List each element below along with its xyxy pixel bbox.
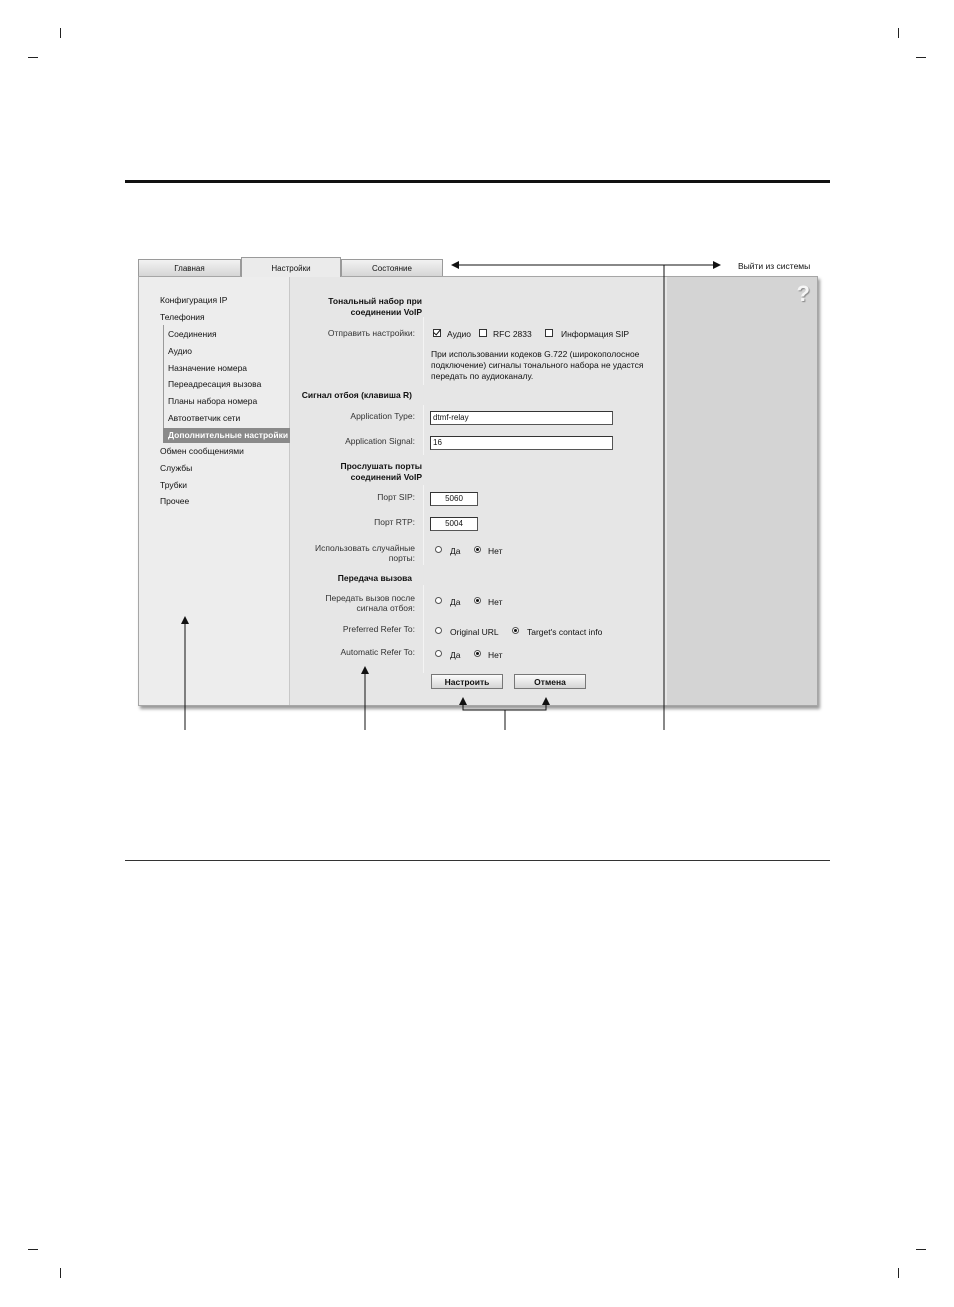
- crop-mark: [28, 57, 38, 58]
- crop-mark: [60, 28, 61, 38]
- column-separator: [423, 585, 424, 673]
- automatic-refer-yes-label: Да: [450, 650, 461, 660]
- settings-form: [290, 277, 667, 705]
- transfer-after-hook-no-radio[interactable]: [474, 597, 481, 604]
- page-top-rule: [125, 180, 830, 183]
- sidebar-item-handsets[interactable]: Трубки: [160, 480, 188, 490]
- sidebar-item-advanced-settings[interactable]: [163, 428, 295, 443]
- crop-mark: [28, 1249, 38, 1250]
- preferred-refer-target-contact-radio[interactable]: [512, 627, 519, 634]
- application-type-input[interactable]: dtmf-relay: [430, 411, 613, 425]
- rtp-port-input[interactable]: 5004: [430, 517, 478, 531]
- transfer-after-hook-yes-radio[interactable]: [435, 597, 442, 604]
- apply-button[interactable]: Настроить: [431, 674, 503, 689]
- transfer-after-hook-label: Передать вызов после сигнала отбоя:: [325, 593, 415, 613]
- sip-port-label: Порт SIP:: [377, 492, 415, 502]
- sidebar-item-number-assignment[interactable]: Назначение номера: [168, 363, 248, 373]
- sidebar-item-connections[interactable]: Соединения: [168, 329, 217, 339]
- tab-status[interactable]: Состояние: [341, 259, 443, 276]
- cancel-button[interactable]: Отмена: [514, 674, 586, 689]
- crop-mark: [60, 1268, 61, 1278]
- sidebar-item-network-mailbox[interactable]: Автоответчик сети: [168, 413, 241, 423]
- crop-mark: [898, 28, 899, 38]
- application-type-label: Application Type:: [350, 411, 415, 421]
- rfc2833-option-label: RFC 2833: [493, 329, 532, 339]
- logout-link[interactable]: Выйти из системы: [738, 261, 811, 271]
- sidebar: [139, 277, 290, 705]
- sidebar-item-services[interactable]: Службы: [160, 463, 193, 473]
- transfer-after-hook-no-label: Нет: [488, 597, 503, 607]
- crop-mark: [898, 1268, 899, 1278]
- automatic-refer-no-label: Нет: [488, 650, 503, 660]
- audio-option-label: Аудио: [447, 329, 471, 339]
- section-title-listen-ports: Прослушать порты соединений VoIP: [340, 461, 422, 482]
- rfc2833-checkbox[interactable]: [479, 329, 487, 337]
- random-ports-no-radio[interactable]: [474, 546, 481, 553]
- preferred-refer-original-url-radio[interactable]: [435, 627, 442, 634]
- page-bottom-rule: [125, 860, 830, 861]
- sidebar-item-call-forwarding[interactable]: Переадресация вызова: [168, 379, 262, 389]
- section-title-call-transfer: Передача вызова: [337, 573, 412, 583]
- section-title-dtmf: Тональный набор при соединении VoIP: [328, 296, 422, 317]
- send-settings-label: Отправить настройки:: [327, 328, 415, 338]
- tab-home[interactable]: Главная: [138, 259, 241, 276]
- sip-port-input[interactable]: 5060: [430, 492, 478, 506]
- application-signal-label: Application Signal:: [345, 436, 415, 446]
- sidebar-item-telephony[interactable]: Телефония: [160, 312, 205, 322]
- automatic-refer-no-radio[interactable]: [474, 650, 481, 657]
- g722-note: При использовании кодеков G.722 (широкополосное подключение) сигналы тонального набора не удастся передать по аудиоканалу.: [431, 349, 644, 381]
- random-ports-yes-radio[interactable]: [435, 546, 442, 553]
- preferred-refer-target-contact-label: Target's contact info: [527, 627, 603, 637]
- settings-window: [138, 276, 818, 706]
- preferred-refer-original-url-label: Original URL: [450, 627, 499, 637]
- application-signal-input[interactable]: 16: [430, 436, 613, 450]
- tab-settings[interactable]: Настройки: [241, 257, 341, 277]
- transfer-after-hook-yes-label: Да: [450, 597, 461, 607]
- automatic-refer-yes-radio[interactable]: [435, 650, 442, 657]
- crop-mark: [916, 1249, 926, 1250]
- rtp-port-label: Порт RTP:: [374, 517, 415, 527]
- sip-info-option-label: Информация SIP: [561, 329, 630, 339]
- right-panel: [667, 277, 818, 705]
- sidebar-item-label: Дополнительные настройки: [168, 430, 289, 440]
- sidebar-item-audio[interactable]: Аудио: [168, 346, 192, 356]
- random-ports-yes-label: Да: [450, 546, 461, 556]
- automatic-refer-label: Automatic Refer To:: [340, 647, 415, 657]
- sidebar-item-messaging[interactable]: Обмен сообщениями: [160, 446, 244, 456]
- section-title-hook-flash: Сигнал отбоя (клавиша R): [301, 390, 412, 400]
- random-ports-label: Использовать случайные порты:: [315, 543, 415, 563]
- help-icon[interactable]: ?: [796, 281, 810, 306]
- preferred-refer-label: Preferred Refer To:: [342, 624, 415, 634]
- crop-mark: [916, 57, 926, 58]
- random-ports-no-label: Нет: [488, 546, 503, 556]
- sidebar-item-ip-config[interactable]: Конфигурация IP: [160, 295, 228, 305]
- sidebar-tree-line: [163, 325, 164, 441]
- column-separator: [423, 405, 424, 455]
- column-separator: [423, 485, 424, 565]
- audio-checkbox[interactable]: [433, 329, 441, 337]
- sidebar-item-dialing-plans[interactable]: Планы набора номера: [168, 396, 258, 406]
- sip-info-checkbox[interactable]: [545, 329, 553, 337]
- column-separator: [423, 317, 424, 385]
- sidebar-item-misc[interactable]: Прочее: [160, 496, 190, 506]
